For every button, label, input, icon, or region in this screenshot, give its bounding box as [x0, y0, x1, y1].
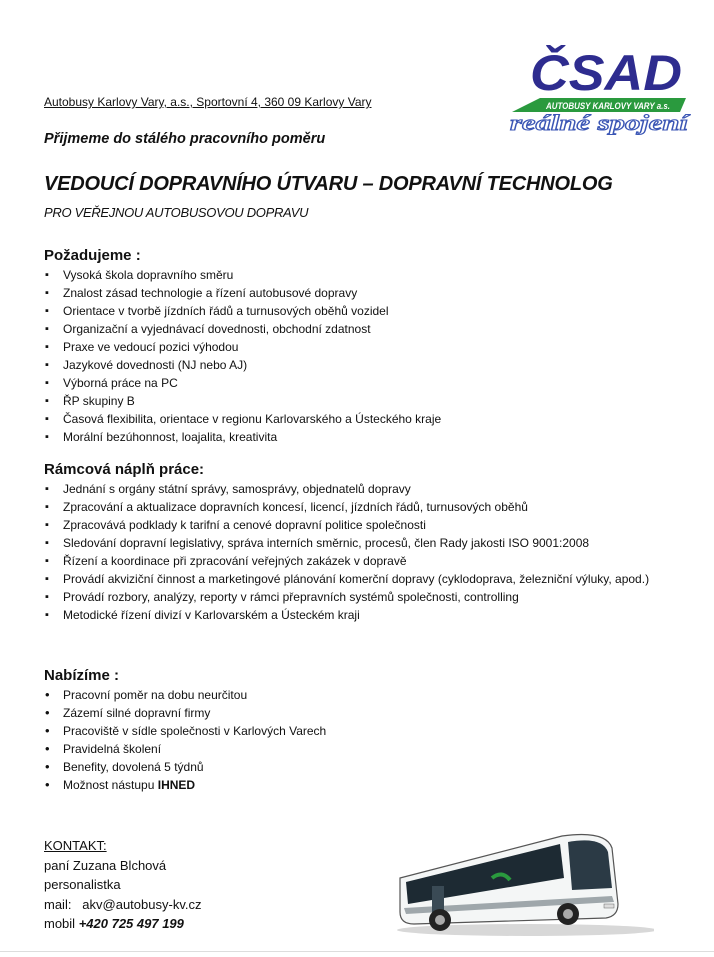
list-item: ▪ Vysoká škola dopravního směru	[44, 266, 684, 284]
logo-band-text: AUTOBUSY KARLOVY VARY a.s.	[545, 101, 670, 111]
list-item: ▪ Jednání s orgány státní správy, samosprávy, objednatelů dopravy	[44, 480, 684, 498]
list-item: ▪ Provádí rozbory, analýzy, reporty v rámci přepravních systémů společnosti, controlling	[44, 588, 684, 606]
list-item: ▪ Znalost zásad technologie a řízení autobusové dopravy	[44, 284, 684, 302]
mail-label: mail:	[44, 896, 72, 912]
list-item-text: Možnost nástupu	[63, 778, 158, 792]
list-item: ▪ Orientace v tvorbě jízdních řádů a turnusových oběhů vozidel	[44, 302, 684, 320]
list-item: ▪ Metodické řízení divizí v Karlovarském a Ústeckém kraji	[44, 606, 684, 624]
phone-number: +420 725 497 199	[78, 916, 184, 931]
list-item: • Pracoviště v sídle společnosti v Karlových Varech	[44, 722, 684, 740]
contact-name: paní Zuzana Blchová	[44, 857, 167, 873]
bus-headlight	[604, 904, 614, 908]
requirements-section	[44, 247, 684, 446]
list-item: ▪ Praxe ve vedoucí pozici výhodou	[44, 338, 684, 356]
bottom-divider	[0, 951, 714, 952]
offers-heading: Nabízíme :	[44, 667, 120, 684]
contact-phone-row	[44, 914, 201, 934]
contact-mail-row	[44, 895, 201, 915]
list-item: ▪ Jazykové dovednosti (NJ nebo AJ)	[44, 356, 684, 374]
duties-list	[44, 480, 684, 624]
contact-heading: KONTAKT:	[44, 838, 107, 853]
list-item	[44, 776, 684, 794]
list-item: ▪ Řízení a koordinace při zpracování veřejných zakázek v dopravě	[44, 552, 684, 570]
list-item: ▪ Sledování dopravní legislativy, správa interních směrnic, procesů, člen Rady jakosti ISO 9001:2008	[44, 534, 684, 552]
duties-heading: Rámcová náplň práce:	[44, 461, 205, 478]
phone-label: mobil	[44, 916, 76, 931]
intro-text: Přijmeme do stálého pracovního poměru	[44, 131, 326, 147]
list-item: • Benefity, dovolená 5 týdnů	[44, 758, 684, 776]
list-item: ▪ Organizační a vyjednávací dovednosti, obchodní zdatnost	[44, 320, 684, 338]
contact-block	[44, 836, 201, 934]
list-item: ▪ ŘP skupiny B	[44, 392, 684, 410]
mail-link[interactable]: akv@autobusy-kv.cz	[82, 896, 202, 912]
csad-logo	[506, 26, 692, 136]
list-item: • Zázemí silné dopravní firmy	[44, 704, 684, 722]
start-immediately: IHNED	[157, 778, 196, 792]
list-item: ▪ Časová flexibilita, orientace v regionu Karlovarského a Ústeckého kraje	[44, 410, 684, 428]
requirements-list	[44, 266, 684, 446]
requirements-heading: Požadujeme :	[44, 247, 141, 264]
logo-slogan-text: reálné spojení	[510, 110, 691, 135]
logo-main-text: ČSAD	[530, 45, 672, 101]
list-item: • Pravidelná školení	[44, 740, 684, 758]
list-item: ▪ Zpracování a aktualizace dopravních koncesí, licencí, jízdních řádů, turnusových oběhů	[44, 498, 684, 516]
offers-section	[44, 667, 684, 794]
duties-section	[44, 461, 684, 624]
offers-list	[44, 686, 684, 794]
job-subtitle: PRO VEŘEJNOU AUTOBUSOVOU DOPRAVU	[44, 205, 309, 220]
list-item: ▪ Výborná práce na PC	[44, 374, 684, 392]
list-item: • Pracovní poměr na dobu neurčitou	[44, 686, 684, 704]
list-item: ▪ Morální bezúhonnost, loajalita, kreativita	[44, 428, 684, 446]
bus-windshield	[568, 840, 612, 890]
list-item: ▪ Provádí akviziční činnost a marketingové plánování komerční dopravy (cyklodoprava, železniční výluky, apod.)	[44, 570, 684, 588]
list-item: ▪ Zpracovává podklady k tarifní a cenové dopravní politice společnosti	[44, 516, 684, 534]
company-address: Autobusy Karlovy Vary, a.s., Sportovní 4, 360 09 Karlovy Vary	[44, 95, 372, 109]
bus-wheel-front-hub	[563, 909, 573, 919]
bus-illustration	[392, 826, 654, 938]
bus-wheel-rear-hub	[435, 915, 445, 925]
job-title: VEDOUCÍ DOPRAVNÍHO ÚTVARU – DOPRAVNÍ TECHNOLOG	[44, 173, 613, 195]
contact-role: personalistka	[44, 877, 121, 892]
